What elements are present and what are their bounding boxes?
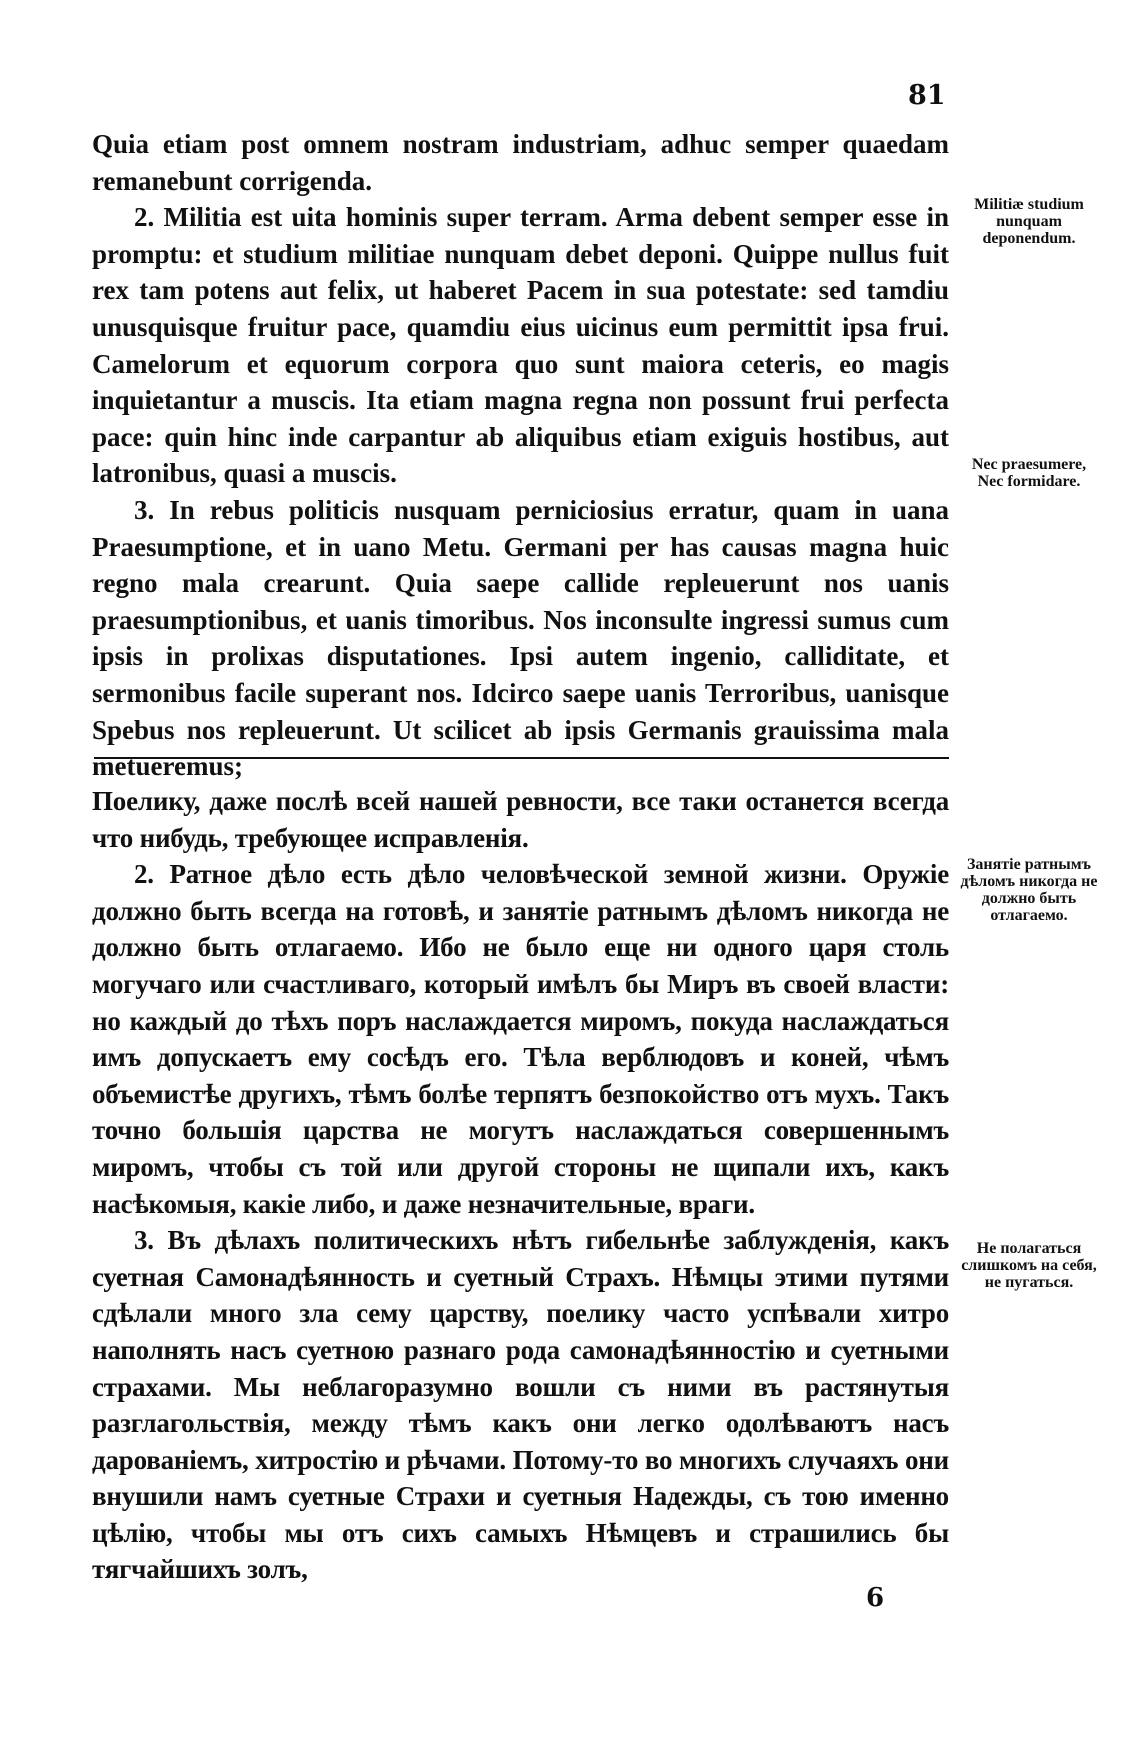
russian-text-block <box>92 783 949 1588</box>
latin-paragraph-3: 3. In rebus politicis nusquam perniciosius erratur, quam in uana Praesumptione, et in uano Metu. Germani per has causas magna huic regno mala crearunt. Quia saepe callide repleuerunt nos uanis praesumptionibus, et uanis timoribus. Nos inconsulte ingressi sumus cum ipsis in prolixas disputationes. Ipsi autem ingenio, calliditate, et sermonibus facile superant nos. Idcirco saepe uanis Terroribus, uanisque Spebus nos repleuerunt. Ut scilicet ab ipsis Germanis grauissima mala metueremus; <box>92 494 949 782</box>
russian-margin-note-samonadeyannost: Не полагаться слишкомъ на себя, не пугаться. <box>961 1240 1097 1291</box>
signature-mark: 6 <box>866 1583 885 1613</box>
latin-paragraph-2: 2. Militia est uita hominis super terram. Arma debent semper esse in promptu: et studium militiae nunquam debet deponi. Quippe nullus fuit rex tam potens aut felix, ut haberet Pacem in sua potestate: sed tamdiu unusquisque fruitur pace, quamdiu eius uicinus eum permittit ipsa frui. Camelorum et equorum corpora quo sunt maiora ceteris, eo magis inquietantur a muscis. Ita etiam magna regna non possunt frui perfecta pace: quin hinc inde carpantur ab aliquibus etiam exiguis hostibus, aut latronibus, quasi a muscis. <box>92 202 949 489</box>
latin-paragraph-1: Quia etiam post omnem nostram industriam, adhuc semper quaedam remanebunt corrigenda. <box>92 129 949 196</box>
latin-margin-note-praesumere: Nec praesumere, Nec formidare. <box>971 456 1087 490</box>
russian-paragraph-2: 2. Ратное дѣло есть дѣло человѣческой земной жизни. Оружіе должно быть всегда на готовѣ, и занятіе ратнымъ дѣломъ никогда не должно быть отлагаемо. Ибо не было еще ни одного царя столь могучаго или счастливаго, который имѣлъ бы Миръ въ своей власти: но каждый до тѣхъ поръ наслаждается миромъ, покуда наслаждаться имъ допускаетъ ему сосѣдъ его. Тѣла верблюдовъ и коней, чѣмъ объемистѣе другихъ, тѣмъ болѣе терпятъ безпокойство отъ мухъ. Такъ точно большія царства не могутъ наслаждаться совершеннымъ миромъ, чтобы съ той или другой стороны не щипали ихъ, какъ насѣкомыя, какіе либо, и даже незначительные, враги. <box>92 859 949 1219</box>
page-number: 81 <box>908 80 946 111</box>
latin-text-block <box>92 126 949 785</box>
russian-margin-note-ratnoe: Занятіе ратнымъ дѣломъ никогда не должно быть отлагаемо. <box>960 856 1098 924</box>
latin-margin-note-militia: Militiæ studium nunquam deponendum. <box>974 196 1084 247</box>
russian-paragraph-1: Поелику, даже послѣ всей нашей ревности, все таки останется всегда что нибудь, требующее исправленія. <box>92 786 949 853</box>
russian-paragraph-3: 3. Въ дѣлахъ политическихъ нѣтъ гибельнѣе заблужденія, какъ суетная Самонадѣянность и суетный Страхъ. Нѣмцы этими путями сдѣлали много зла сему царству, поелику часто успѣвали хитро наполнять насъ суетною разнаго рода самонадѣянностію и суетными страхами. Мы неблагоразумно вошли съ ними въ растянутыя разглагольствія, между тѣмъ какъ они легко одолѣваютъ насъ дарованіемъ, хитростію и рѣчами. Потому-то во многихъ случаяхъ они внушили намъ суетные Страхи и суетныя Надежды, съ тою именно цѣлію, чтобы мы отъ сихъ самыхъ Нѣмцевъ и страшились бы тягчайшихъ золъ, <box>92 1225 949 1585</box>
section-divider <box>94 757 949 759</box>
